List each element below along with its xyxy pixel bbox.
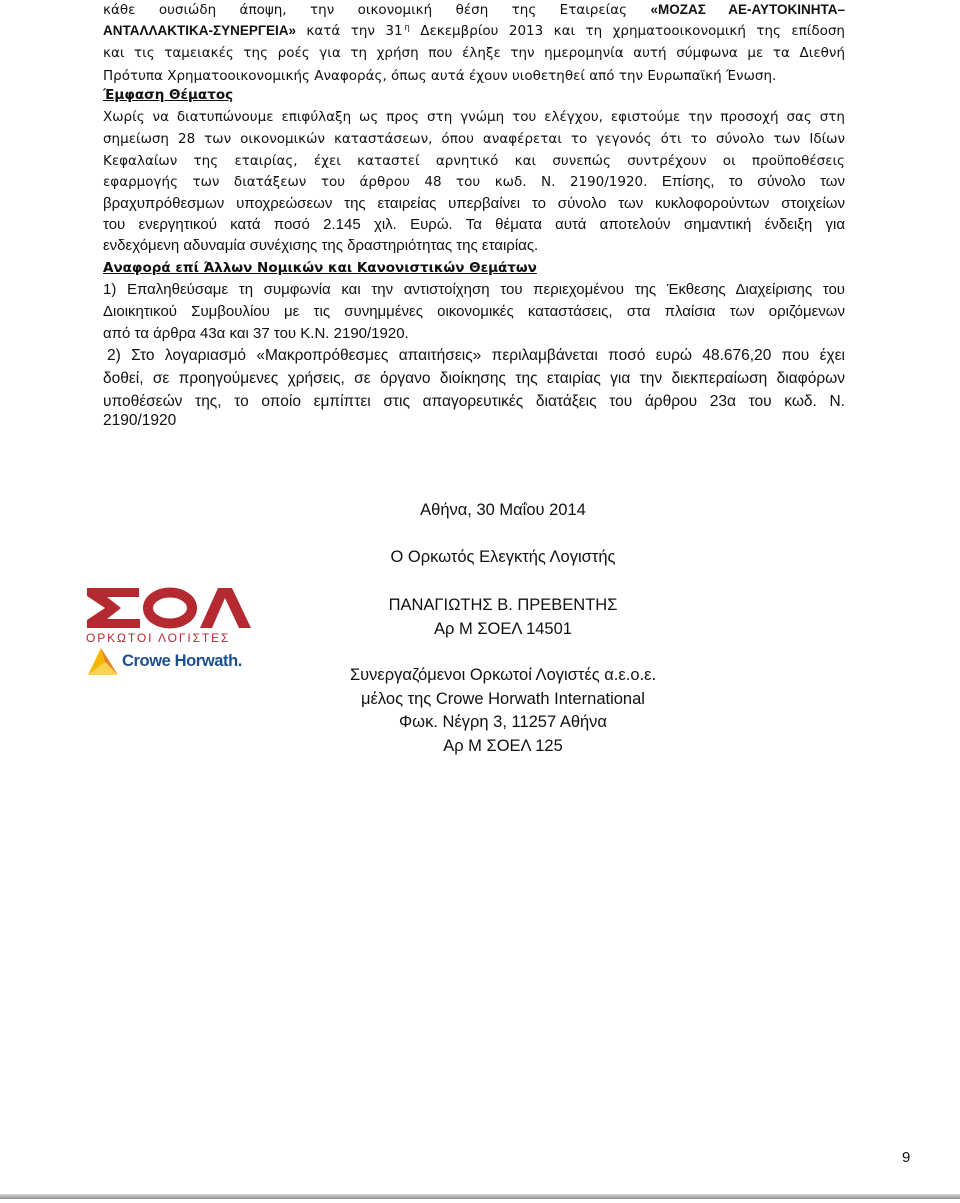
crowe-horwath-icon: [87, 646, 119, 676]
item2-line-4: 2190/1920: [103, 412, 177, 429]
opinion-line-3: και τις ταμειακές της ροές για τη χρήση που έληξε την ημερομηνία αυτή σύμφωνα με τα Διεθνή: [103, 45, 845, 61]
emphasis-line-3: Κεφαλαίων της εταιρίας, έχει καταστεί αρνητικό και συνεπώς συντρέχουν οι προϋποθέσεις: [103, 153, 845, 169]
logo-sigma-shape: [87, 588, 140, 628]
opinion-line-1: [103, 0, 845, 20]
item1-line-1: 1) Επαληθεύσαμε τη συμφωνία και την αντιστοίχηση του περιεχομένου της Έκθεσης Διαχείρισης του: [103, 281, 845, 298]
footer-rule: [0, 1194, 960, 1199]
opinion-line-4: Πρότυπα Χρηματοοικονομικής Αναφοράς, όπως αυτά έχουν υιοθετηθεί από την Ευρωπαϊκή Ένωση.: [103, 68, 777, 84]
item1-line-2: Διοικητικού Συμβουλίου με τις συνημμένες οικονομικές καταστάσεις, στα πλαίσια των οριζόμενων: [103, 303, 845, 320]
emphasis-heading: Έμφαση Θέματος: [103, 87, 234, 103]
auditor-name: ΠΑΝΑΓΙΩΤΗΣ Β. ΠΡΕΒΕΝΤΗΣ: [388, 596, 618, 614]
item2-line-1: 2) Στο λογαριασμό «Μακροπρόθεσμες απαιτήσεις» περιλαμβάνεται ποσό ευρώ 48.676,20 που έχει: [107, 347, 845, 364]
emphasis-text: Επίσης, το σύνολο των: [661, 173, 845, 190]
firm-address: Φωκ. Νέγρη 3, 11257 Αθήνα: [399, 713, 607, 731]
ordinal-superscript: η: [404, 21, 410, 32]
company-name-part-2: ΑΝΤΑΛΛΑΚΤΙΚΑ-ΣΥΝΕΡΓΕΙΑ»: [103, 23, 296, 38]
auditor-registration: Αρ Μ ΣΟΕΛ 14501: [434, 620, 572, 638]
place-date: Αθήνα, 30 Μαΐου 2014: [420, 501, 586, 519]
emphasis-text: εφαρμογής των διατάξεων του άρθρου 48 του κωδ. Ν. 2190/1920.: [103, 174, 648, 190]
crowe-horwath-wordmark: Crowe Horwath.: [122, 652, 242, 670]
emphasis-line-4: [103, 172, 845, 192]
firm-registration: Αρ Μ ΣΟΕΛ 125: [443, 737, 563, 755]
logo-subtitle: ΟΡΚΩΤΟΙ ΛΟΓΙΣΤΕΣ: [86, 631, 231, 645]
logo-lambda-shape: [200, 588, 251, 628]
firm-membership: μέλος της Crowe Horwath International: [361, 690, 645, 708]
sol-logo-mark: [83, 585, 253, 631]
item1-line-3: από τα άρθρα 43α και 37 του Κ.Ν. 2190/1920.: [103, 325, 409, 342]
page-number: 9: [902, 1149, 911, 1166]
other-matters-heading: Αναφορά επί Άλλων Νομικών και Κανονιστικών Θεμάτων: [103, 260, 537, 276]
logo-omicron-shape: [148, 593, 192, 624]
emphasis-line-2: σημείωση 28 των οικονομικών καταστάσεων, όπου αναφέρεται το γεγονός ότι το σύνολο των Ιδίων: [103, 131, 845, 147]
opinion-line-2: [103, 21, 845, 42]
firm-name: Συνεργαζόμενοι Ορκωτοί Λογιστές α.ε.ο.ε.: [349, 666, 657, 684]
item2-line-3: υποθέσεών της, το οποίο εμπίπτει στις απαγορευτικές διατάξεις του άρθρου 23α του κωδ. Ν.: [103, 393, 845, 410]
item2-line-2: δοθεί, σε προηγούμενες χρήσεις, σε όργανο διοίκησης της εταιρίας για την διεκπεραίωση διαφόρων: [103, 370, 845, 387]
company-name-part-1: «ΜΟΖΑΣ ΑΕ-ΑΥΤΟΚΙΝΗΤΑ–: [650, 2, 846, 17]
emphasis-line-7: ενδεχόμενη αδυναμία συνέχισης της δραστηριότητας της εταιρίας.: [103, 237, 539, 254]
opinion-text: Δεκεμβρίου 2013 και τη χρηματοοικονομική της επίδοση: [420, 23, 845, 39]
auditor-role: Ο Ορκωτός Ελεγκτής Λογιστής: [390, 548, 616, 566]
emphasis-line-5: βραχυπρόθεσμων υποχρεώσεων της εταιρείας υπερβαίνει το σύνολο των κυκλοφορούντων στοιχείων: [103, 195, 845, 212]
opinion-date-text: κατά την 31: [306, 23, 403, 39]
opinion-text: κάθε ουσιώδη άποψη, την οικονομική θέση της Εταιρείας: [103, 2, 628, 18]
emphasis-line-6: του ενεργητικού κατά ποσό 2.145 χιλ. Ευρώ. Τα θέματα αυτά αποτελούν σημαντική ένδειξη για: [103, 216, 845, 233]
emphasis-line-1: Χωρίς να διατυπώνουμε επιφύλαξη ως προς στη γνώμη του ελέγχου, εφιστούμε την προσοχή σας στη: [103, 109, 845, 125]
